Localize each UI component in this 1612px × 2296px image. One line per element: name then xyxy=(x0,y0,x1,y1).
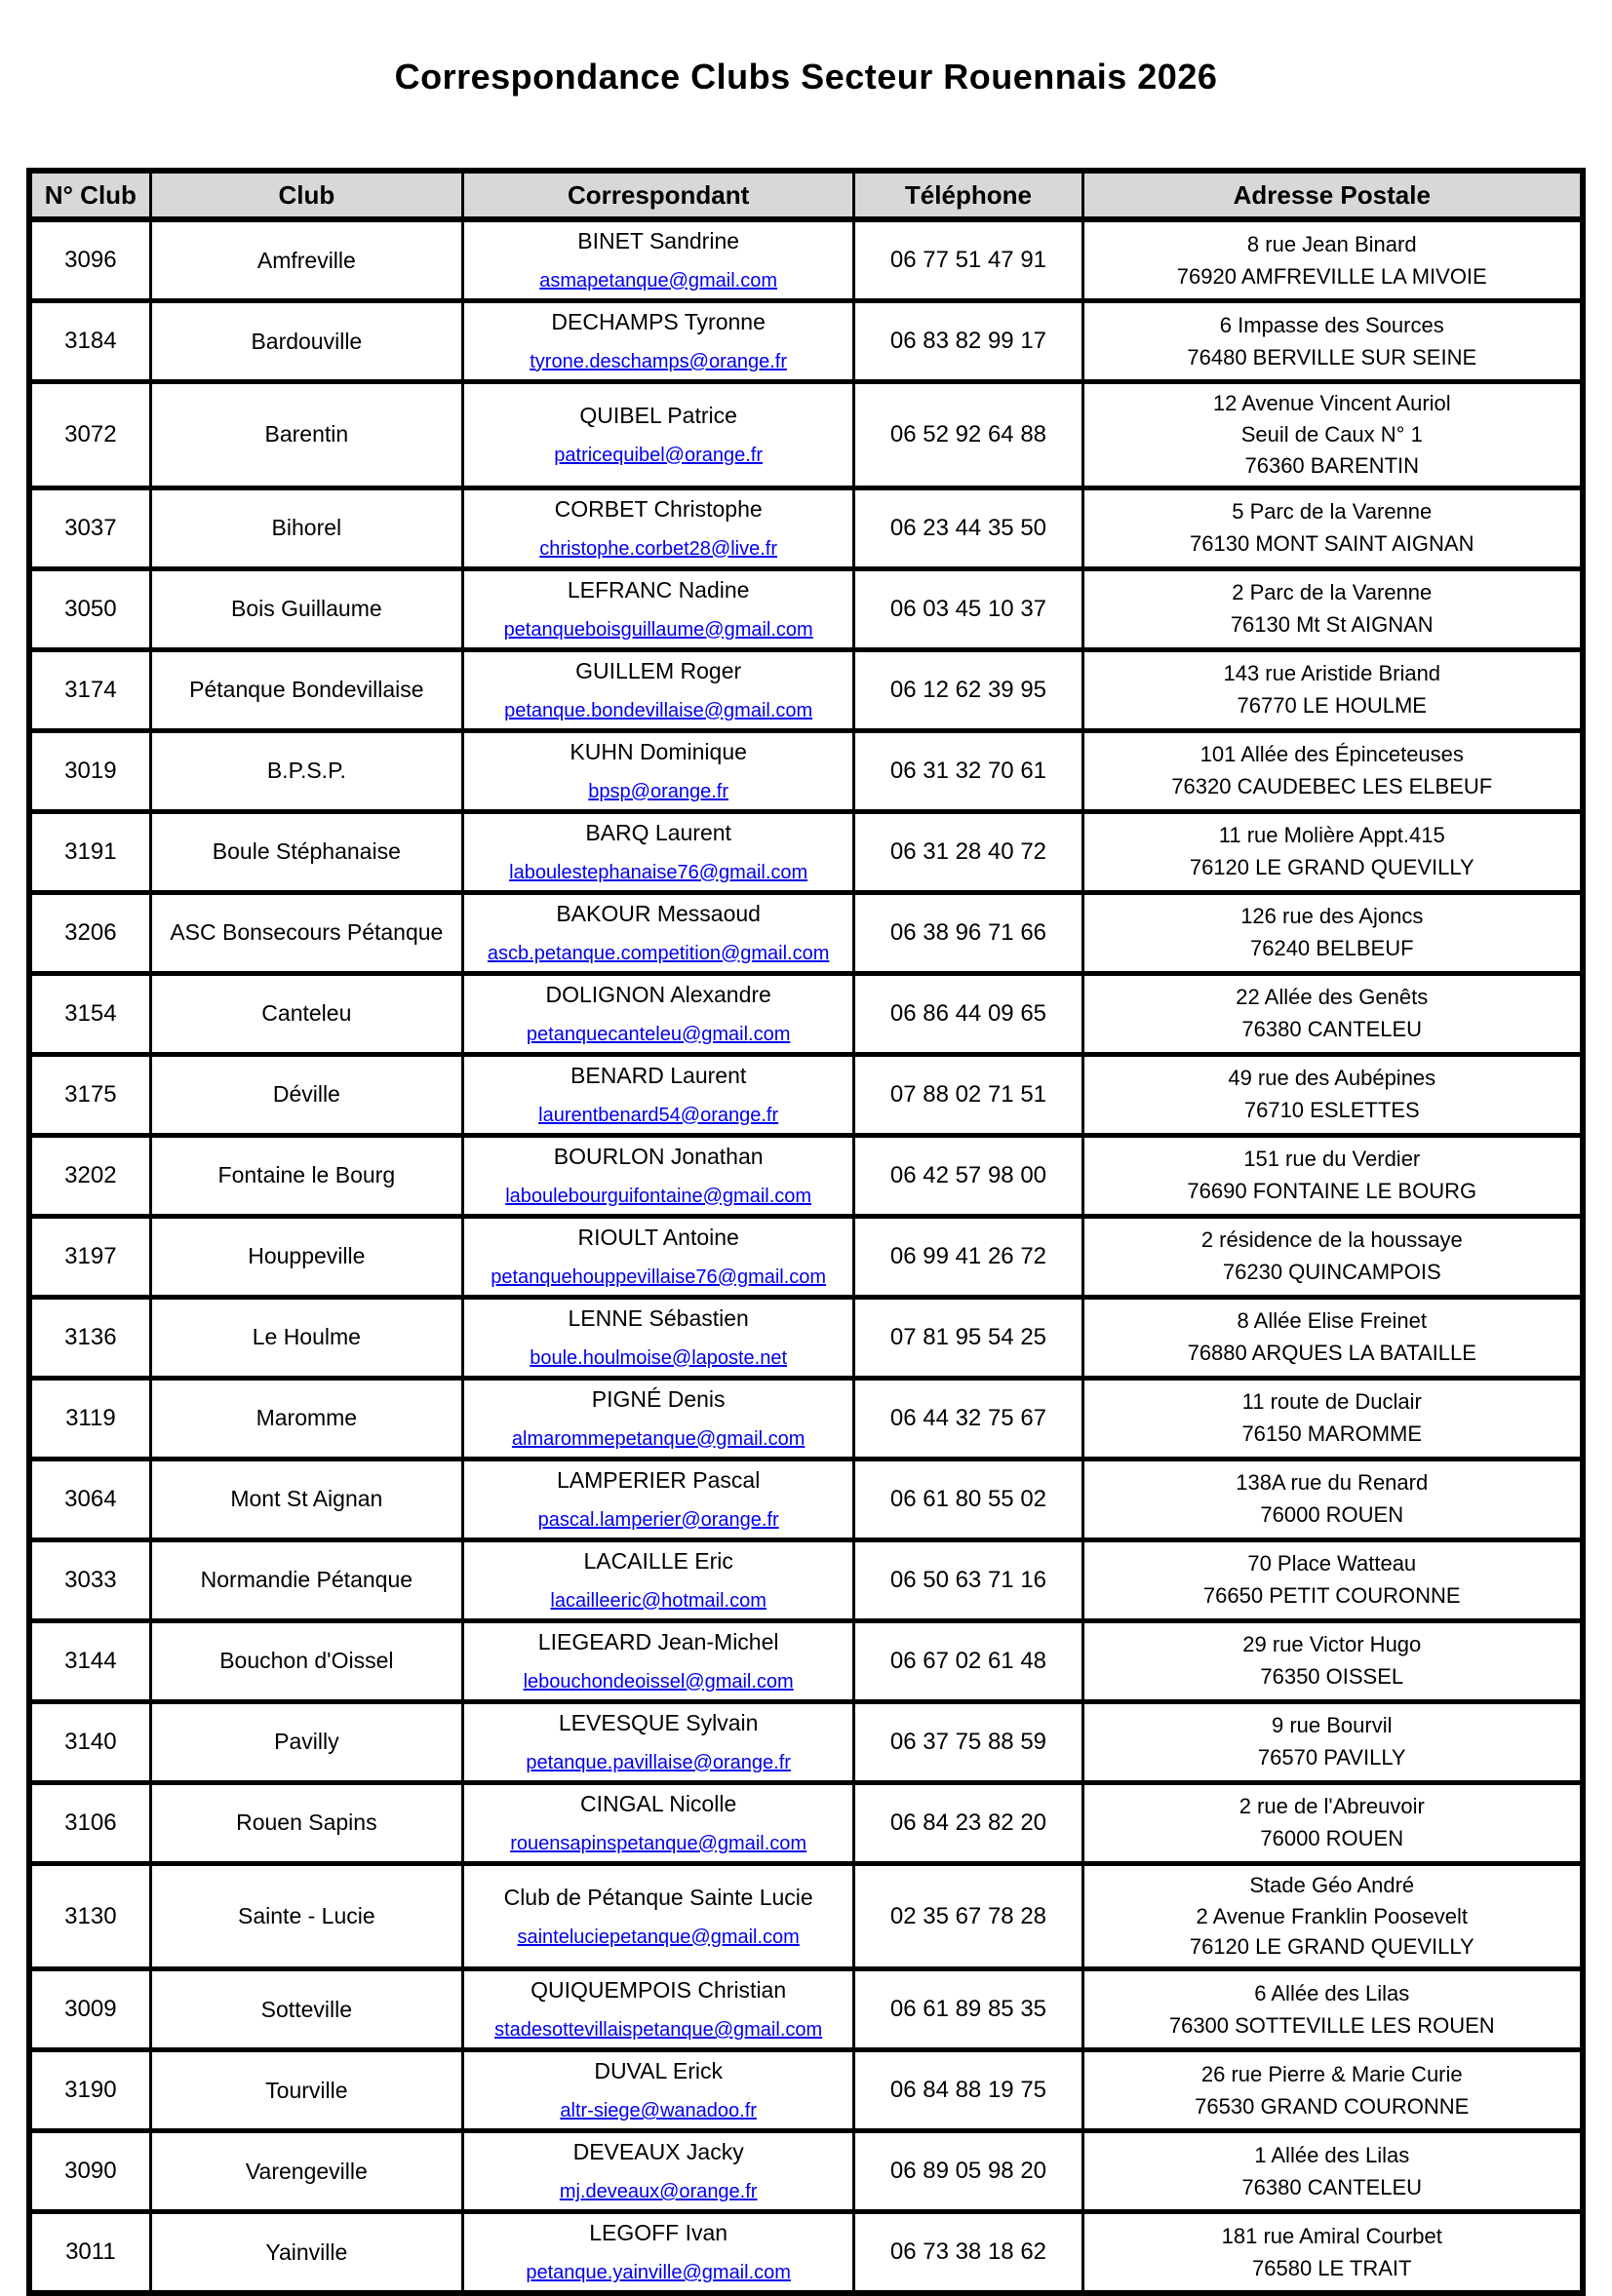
table-row xyxy=(29,1459,1583,1539)
address-line: 76530 GRAND COURONNE xyxy=(1195,2093,1470,2119)
address-line: 76920 AMFREVILLE LA MIVOIE xyxy=(1176,263,1487,289)
phone-cell: 06 86 44 09 65 xyxy=(854,973,1082,1054)
address-line: 151 rue du Verdier xyxy=(1243,1147,1421,1172)
address-line: Stade Géo André xyxy=(1249,1872,1415,1897)
correspondent-name: BENARD Laurent xyxy=(570,1062,747,1088)
phone-cell: 06 67 02 61 48 xyxy=(854,1620,1082,1701)
address-line: 11 rue Molière Appt.415 xyxy=(1218,823,1445,848)
address-cell xyxy=(1082,973,1583,1054)
address-line: 181 rue Amiral Courbet xyxy=(1221,2223,1442,2248)
club-number-cell: 3136 xyxy=(29,1297,150,1378)
correspondent-cell xyxy=(462,1701,853,1782)
club-number-cell: 3037 xyxy=(29,487,150,568)
address-line: 76570 PAVILLY xyxy=(1257,1745,1406,1771)
phone-cell: 07 81 95 54 25 xyxy=(854,1297,1082,1378)
address-line: 76360 BARENTIN xyxy=(1244,452,1420,478)
address-line: 76120 LE GRAND QUEVILLY xyxy=(1189,855,1474,880)
club-number-cell: 3175 xyxy=(29,1054,150,1135)
phone-cell: 06 89 05 98 20 xyxy=(854,2131,1082,2212)
phone-cell: 06 84 23 82 20 xyxy=(854,1782,1082,1863)
address-cell xyxy=(1082,811,1583,892)
address-line: 76000 ROUEN xyxy=(1260,1826,1404,1851)
address-line: 6 Allée des Lilas xyxy=(1254,1980,1410,2005)
address-line: 49 rue des Aubépines xyxy=(1228,1066,1436,1091)
correspondent-cell xyxy=(462,730,853,811)
table-row xyxy=(29,301,1583,382)
correspondent-cell xyxy=(462,1782,853,1863)
correspondent-name: LEVESQUE Sylvain xyxy=(558,1709,759,1735)
address-line: 101 Allée des Épinceteuses xyxy=(1199,742,1464,767)
correspondent-name: BINET Sandrine xyxy=(577,228,740,253)
table-row xyxy=(29,487,1583,568)
email-link[interactable]: christophe.corbet28@live.fr xyxy=(539,537,778,560)
phone-cell: 06 73 38 18 62 xyxy=(854,2212,1082,2294)
club-name-cell: Déville xyxy=(150,1054,462,1135)
table-row xyxy=(29,892,1583,973)
email-link[interactable]: almarommepetanque@gmail.com xyxy=(511,1427,806,1450)
table-row xyxy=(29,2131,1583,2212)
correspondent-cell xyxy=(462,487,853,568)
address-cell xyxy=(1082,2212,1583,2294)
address-line: 76130 MONT SAINT AIGNAN xyxy=(1190,531,1474,557)
correspondent-name: BOURLON Jonathan xyxy=(553,1143,764,1169)
header-correspondent: Correspondant xyxy=(462,171,853,219)
email-link[interactable]: lacailleeric@hotmail.com xyxy=(550,1589,767,1612)
club-name-cell: Maromme xyxy=(150,1378,462,1459)
phone-cell: 06 50 63 71 16 xyxy=(854,1539,1082,1620)
club-name-cell: Bardouville xyxy=(150,301,462,382)
address-line: 76770 LE HOULME xyxy=(1237,693,1427,719)
address-line: 76150 MAROMME xyxy=(1241,1421,1423,1447)
club-number-cell: 3009 xyxy=(29,1969,150,2050)
address-cell xyxy=(1082,382,1583,488)
address-line: 76580 LE TRAIT xyxy=(1252,2255,1412,2280)
email-link[interactable]: sainteluciepetanque@gmail.com xyxy=(517,1926,800,1948)
club-number-cell: 3130 xyxy=(29,1863,150,1969)
club-name-cell: B.P.S.P. xyxy=(150,730,462,811)
club-name-cell: ASC Bonsecours Pétanque xyxy=(150,892,462,973)
table-row xyxy=(29,1297,1583,1378)
correspondent-name: LEFRANC Nadine xyxy=(567,576,750,603)
address-line: 29 rue Victor Hugo xyxy=(1242,1632,1422,1657)
correspondent-name: Club de Pétanque Sainte Lucie xyxy=(503,1884,813,1910)
club-number-cell: 3144 xyxy=(29,1620,150,1701)
club-number-cell: 3096 xyxy=(29,219,150,301)
correspondent-cell xyxy=(462,382,853,488)
table-row xyxy=(29,1701,1583,1782)
club-number-cell: 3174 xyxy=(29,649,150,730)
phone-cell: 07 88 02 71 51 xyxy=(854,1054,1082,1135)
table-row xyxy=(29,1054,1583,1135)
club-name-cell: Barentin xyxy=(150,382,462,488)
correspondent-cell xyxy=(462,1539,853,1620)
club-name-cell: Pétanque Bondevillaise xyxy=(150,649,462,730)
address-cell xyxy=(1082,1216,1583,1297)
club-number-cell: 3197 xyxy=(29,1216,150,1297)
club-number-cell: 3154 xyxy=(29,973,150,1054)
correspondent-cell xyxy=(462,1297,853,1378)
club-name-cell: Fontaine le Bourg xyxy=(150,1135,462,1216)
phone-cell: 06 38 96 71 66 xyxy=(854,892,1082,973)
email-link[interactable]: altr-siege@wanadoo.fr xyxy=(560,2100,757,2122)
correspondent-name: DUVAL Erick xyxy=(594,2058,723,2084)
club-number-cell: 3206 xyxy=(29,892,150,973)
phone-cell: 06 99 41 26 72 xyxy=(854,1216,1082,1297)
correspondent-name: DOLIGNON Alexandre xyxy=(545,981,771,1007)
correspondent-name: DEVEAUX Jacky xyxy=(572,2139,744,2165)
table-header-row xyxy=(29,171,1583,219)
correspondent-cell xyxy=(462,649,853,730)
email-link[interactable]: patricequibel@orange.fr xyxy=(554,444,764,466)
club-number-cell: 3140 xyxy=(29,1701,150,1782)
address-line: 138A rue du Renard xyxy=(1236,1470,1429,1496)
correspondent-cell xyxy=(462,1620,853,1701)
address-line: 70 Place Watteau xyxy=(1247,1551,1417,1576)
correspondent-name: QUIBEL Patrice xyxy=(579,402,737,428)
club-number-cell: 3119 xyxy=(29,1378,150,1459)
address-line: 76380 CANTELEU xyxy=(1241,2174,1423,2199)
email-link[interactable]: petanquehouppevillaise76@gmail.com xyxy=(491,1265,827,1288)
table-row xyxy=(29,2212,1583,2294)
address-line: 76120 LE GRAND QUEVILLY xyxy=(1189,1934,1474,1960)
correspondent-cell xyxy=(462,2050,853,2131)
correspondent-name: QUIQUEMPOIS Christian xyxy=(531,1977,787,2004)
address-line: 5 Parc de la Varenne xyxy=(1232,499,1433,525)
email-link[interactable]: mj.deveaux@orange.fr xyxy=(559,2181,758,2203)
correspondent-cell xyxy=(462,2131,853,2212)
address-line: 26 rue Pierre & Marie Curie xyxy=(1200,2061,1463,2086)
address-line: 76320 CAUDEBEC LES ELBEUF xyxy=(1171,774,1493,799)
table-row xyxy=(29,1135,1583,1216)
email-link[interactable]: lebouchondeoissel@gmail.com xyxy=(523,1670,794,1693)
address-line: 9 rue Bourvil xyxy=(1272,1713,1393,1738)
club-name-cell: Pavilly xyxy=(150,1701,462,1782)
email-link[interactable]: bpsp@orange.fr xyxy=(588,780,729,802)
address-line: 76300 SOTTEVILLE LES ROUEN xyxy=(1168,2012,1495,2038)
table-row xyxy=(29,730,1583,811)
club-name-cell: Yainville xyxy=(150,2212,462,2294)
address-cell xyxy=(1082,2131,1583,2212)
address-cell xyxy=(1082,1701,1583,1782)
address-line: 76130 Mt St AIGNAN xyxy=(1230,612,1434,638)
address-cell xyxy=(1082,219,1583,301)
email-link[interactable]: laboulestephanaise76@gmail.com xyxy=(509,861,808,883)
phone-cell: 06 12 62 39 95 xyxy=(854,649,1082,730)
table-row xyxy=(29,1863,1583,1969)
email-link[interactable]: petanque.bondevillaise@gmail.com xyxy=(504,699,813,721)
correspondent-name: GUILLEM Roger xyxy=(575,657,742,683)
correspondent-cell xyxy=(462,1459,853,1539)
address-line: 2 Parc de la Varenne xyxy=(1232,580,1433,605)
phone-cell: 06 44 32 75 67 xyxy=(854,1378,1082,1459)
correspondent-name: LAMPERIER Pascal xyxy=(556,1466,761,1493)
email-link[interactable]: petanqueboisguillaume@gmail.com xyxy=(503,618,813,641)
address-line: 1 Allée des Lilas xyxy=(1254,2142,1410,2167)
phone-cell: 06 03 45 10 37 xyxy=(854,568,1082,649)
phone-cell: 06 31 28 40 72 xyxy=(854,811,1082,892)
address-cell xyxy=(1082,1969,1583,2050)
correspondent-name: KUHN Dominique xyxy=(570,738,747,764)
email-link[interactable]: pascal.lamperier@orange.fr xyxy=(537,1508,779,1531)
email-link[interactable]: petanque.pavillaise@orange.fr xyxy=(526,1751,791,1773)
club-name-cell: Bihorel xyxy=(150,487,462,568)
club-name-cell: Normandie Pétanque xyxy=(150,1539,462,1620)
header-phone: Téléphone xyxy=(854,171,1082,219)
address-cell xyxy=(1082,730,1583,811)
correspondent-name: BARQ Laurent xyxy=(585,819,731,845)
address-line: 76240 BELBEUF xyxy=(1249,936,1414,961)
correspondent-name: CORBET Christophe xyxy=(554,495,763,522)
address-line: 76480 BERVILLE SUR SEINE xyxy=(1187,344,1477,370)
header-club-name: Club xyxy=(150,171,462,219)
address-line: 12 Avenue Vincent Auriol xyxy=(1212,391,1451,415)
correspondent-name: LACAILLE Eric xyxy=(583,1547,733,1574)
address-line: 76710 ESLETTES xyxy=(1243,1098,1420,1123)
correspondent-cell xyxy=(462,301,853,382)
email-link[interactable]: laboulebourguifontaine@gmail.com xyxy=(505,1185,812,1207)
correspondent-name: PIGNÉ Denis xyxy=(591,1385,726,1412)
correspondent-cell xyxy=(462,1969,853,2050)
phone-cell: 06 23 44 35 50 xyxy=(854,487,1082,568)
email-link[interactable]: tyrone.deschamps@orange.fr xyxy=(530,351,788,372)
address-cell xyxy=(1082,1539,1583,1620)
club-number-cell: 3190 xyxy=(29,2050,150,2131)
address-line: 76690 FONTAINE LE BOURG xyxy=(1187,1179,1477,1204)
address-line: 76230 QUINCAMPOIS xyxy=(1222,1260,1441,1285)
club-number-cell: 3064 xyxy=(29,1459,150,1539)
address-cell xyxy=(1082,649,1583,730)
club-number-cell: 3019 xyxy=(29,730,150,811)
email-link[interactable]: boule.houlmoise@laposte.net xyxy=(530,1346,788,1369)
address-line: 76350 OISSEL xyxy=(1260,1664,1404,1690)
correspondent-name: LIEGEARD Jean-Michel xyxy=(537,1628,779,1654)
address-line: 2 Avenue Franklin Poosevelt xyxy=(1196,1903,1468,1928)
phone-cell: 06 61 80 55 02 xyxy=(854,1459,1082,1539)
address-line: 2 résidence de la houssaye xyxy=(1200,1227,1463,1253)
club-number-cell: 3011 xyxy=(29,2212,150,2294)
address-line: 76380 CANTELEU xyxy=(1241,1017,1423,1042)
phone-cell: 06 42 57 98 00 xyxy=(854,1135,1082,1216)
email-link[interactable]: petanque.yainville@gmail.com xyxy=(526,2262,791,2284)
email-link[interactable]: stadesottevillaispetanque@gmail.com xyxy=(494,2019,823,2042)
club-number-cell: 3106 xyxy=(29,1782,150,1863)
correspondent-cell xyxy=(462,568,853,649)
correspondent-cell xyxy=(462,1863,853,1969)
address-line: 2 rue de l'Abreuvoir xyxy=(1238,1794,1425,1819)
club-name-cell: Bois Guillaume xyxy=(150,568,462,649)
address-cell xyxy=(1082,1863,1583,1969)
address-line: 6 Impasse des Sources xyxy=(1219,312,1444,337)
table-row xyxy=(29,1539,1583,1620)
address-cell xyxy=(1082,1297,1583,1378)
address-line: 126 rue des Ajoncs xyxy=(1240,904,1424,929)
club-number-cell: 3191 xyxy=(29,811,150,892)
club-number-cell: 3050 xyxy=(29,568,150,649)
club-name-cell: Bouchon d'Oissel xyxy=(150,1620,462,1701)
phone-cell: 06 83 82 99 17 xyxy=(854,301,1082,382)
address-cell xyxy=(1082,892,1583,973)
table-row xyxy=(29,1378,1583,1459)
correspondent-cell xyxy=(462,1135,853,1216)
club-name-cell: Boule Stéphanaise xyxy=(150,811,462,892)
address-line: Seuil de Caux N° 1 xyxy=(1240,421,1423,447)
table-row xyxy=(29,1782,1583,1863)
address-line: 8 rue Jean Binard xyxy=(1246,231,1417,256)
correspondent-name: DECHAMPS Tyronne xyxy=(551,309,766,334)
table-row xyxy=(29,568,1583,649)
correspondent-name: CINGAL Nicolle xyxy=(580,1790,737,1816)
club-number-cell: 3202 xyxy=(29,1135,150,1216)
phone-cell: 02 35 67 78 28 xyxy=(854,1863,1082,1969)
table-row xyxy=(29,1969,1583,2050)
correspondent-cell xyxy=(462,1054,853,1135)
clubs-table-body xyxy=(29,219,1583,2293)
club-name-cell: Le Houlme xyxy=(150,1297,462,1378)
club-name-cell: Houppeville xyxy=(150,1216,462,1297)
club-name-cell: Rouen Sapins xyxy=(150,1782,462,1863)
table-row xyxy=(29,649,1583,730)
club-name-cell: Varengeville xyxy=(150,2131,462,2212)
correspondent-name: BAKOUR Messaoud xyxy=(556,900,761,926)
email-link[interactable]: rouensapinspetanque@gmail.com xyxy=(510,1832,807,1854)
header-postal-address: Adresse Postale xyxy=(1082,171,1583,219)
club-name-cell: Canteleu xyxy=(150,973,462,1054)
table-row xyxy=(29,2050,1583,2131)
table-row xyxy=(29,973,1583,1054)
email-link[interactable]: petanquecanteleu@gmail.com xyxy=(526,1023,791,1045)
address-cell xyxy=(1082,1459,1583,1539)
email-link[interactable]: ascb.petanque.competition@gmail.com xyxy=(487,942,830,964)
address-cell xyxy=(1082,1135,1583,1216)
phone-cell: 06 52 92 64 88 xyxy=(854,382,1082,488)
correspondent-name: LENNE Sébastien xyxy=(568,1304,749,1331)
address-line: 76880 ARQUES LA BATAILLE xyxy=(1187,1341,1476,1366)
phone-cell: 06 84 88 19 75 xyxy=(854,2050,1082,2131)
address-cell xyxy=(1082,301,1583,382)
address-cell xyxy=(1082,487,1583,568)
correspondent-cell xyxy=(462,811,853,892)
phone-cell: 06 61 89 85 35 xyxy=(854,1969,1082,2050)
clubs-table xyxy=(26,168,1586,2296)
address-cell xyxy=(1082,1054,1583,1135)
correspondent-name: LEGOFF Ivan xyxy=(589,2220,728,2246)
address-cell xyxy=(1082,2050,1583,2131)
table-row xyxy=(29,1620,1583,1701)
phone-cell: 06 31 32 70 61 xyxy=(854,730,1082,811)
email-link[interactable]: asmapetanque@gmail.com xyxy=(539,270,778,292)
address-cell xyxy=(1082,1378,1583,1459)
phone-cell: 06 77 51 47 91 xyxy=(854,219,1082,301)
header-club-number: N° Club xyxy=(29,171,150,219)
phone-cell: 06 37 75 88 59 xyxy=(854,1701,1082,1782)
club-number-cell: 3072 xyxy=(29,382,150,488)
address-line: 76650 PETIT COURONNE xyxy=(1202,1583,1461,1609)
correspondent-cell xyxy=(462,219,853,301)
correspondent-name: RIOULT Antoine xyxy=(577,1224,739,1250)
correspondent-cell xyxy=(462,1216,853,1297)
club-number-cell: 3184 xyxy=(29,301,150,382)
correspondent-cell xyxy=(462,892,853,973)
club-name-cell: Mont St Aignan xyxy=(150,1459,462,1539)
correspondent-cell xyxy=(462,2212,853,2294)
club-name-cell: Sotteville xyxy=(150,1969,462,2050)
table-row xyxy=(29,1216,1583,1297)
club-number-cell: 3090 xyxy=(29,2131,150,2212)
address-line: 76000 ROUEN xyxy=(1260,1502,1404,1528)
correspondent-cell xyxy=(462,973,853,1054)
table-row xyxy=(29,811,1583,892)
club-name-cell: Tourville xyxy=(150,2050,462,2131)
club-number-cell: 3033 xyxy=(29,1539,150,1620)
address-cell xyxy=(1082,1620,1583,1701)
correspondent-cell xyxy=(462,1378,853,1459)
address-line: 11 route de Duclair xyxy=(1241,1389,1422,1415)
address-line: 22 Allée des Genêts xyxy=(1236,985,1429,1010)
address-cell xyxy=(1082,568,1583,649)
page-title: Correspondance Clubs Secteur Rouennais 2026 xyxy=(394,57,1218,97)
table-row xyxy=(29,382,1583,488)
address-cell xyxy=(1082,1782,1583,1863)
address-line: 143 rue Aristide Briand xyxy=(1223,661,1441,686)
address-line: 8 Allée Elise Freinet xyxy=(1237,1308,1427,1334)
club-name-cell: Sainte - Lucie xyxy=(150,1863,462,1969)
club-name-cell: Amfreville xyxy=(150,219,462,301)
table-row xyxy=(29,219,1583,301)
email-link[interactable]: laurentbenard54@orange.fr xyxy=(538,1104,779,1126)
